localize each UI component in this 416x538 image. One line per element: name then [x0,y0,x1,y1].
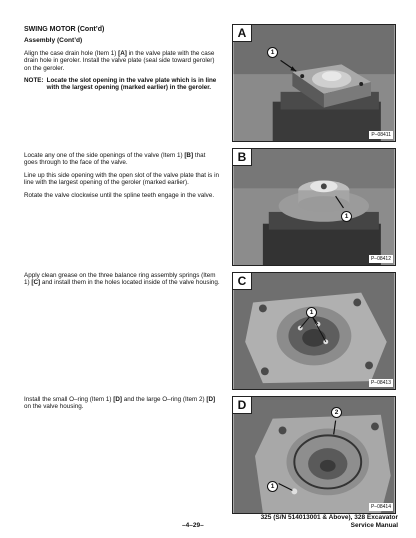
figure-ref: [B] [184,152,194,159]
photo-b [232,148,396,266]
photo-c [232,272,396,390]
section-title: SWING MOTOR (Cont’d) [24,26,105,33]
text-block-a [24,26,220,92]
motor-photo-b [233,149,395,265]
photo-code: P–08414 [370,504,391,510]
text: in the valve plate with the case drain hole in geroler. Install the valve plate (seal side toward geroler) on the geroler. [24,49,215,72]
photo-d [232,396,396,514]
photo-letter: D [233,397,252,414]
photo-code: P–08412 [370,256,391,262]
callout-2: 2 [331,407,342,418]
paragraph-d1 [24,396,220,411]
valve-housing-photo-d [233,397,395,513]
note-text: Locate the slot opening in the valve plate which is in line with the largest opening (marked earlier) in the geroler. [46,77,217,92]
footer-model [261,514,398,529]
photo-letter: C [233,273,252,290]
photo-letter: B [233,149,252,166]
text: on the valve housing. [24,403,84,411]
text: Locate any one of the side openings of the valve (Item 1) [24,152,185,159]
text: Apply clean grease on the three balance ring assembly springs (Item 1) [24,272,216,287]
text: and install them in the holes located inside of the valve housing. [40,279,220,287]
paragraph-c1 [24,272,220,287]
page-number: –4–29– [182,522,204,529]
footer-model-line2: Service Manual [350,521,398,529]
text: Align the case drain hole (Item 1) [24,49,119,57]
text: Install the small O–ring (Item 1) [24,396,114,403]
figure-ref: [A] [118,49,127,57]
paragraph-a [24,50,220,72]
text: that goes through to the face of the valve. [24,152,206,167]
figure-ref: [C] [31,279,41,287]
photo-code: P–08411 [371,132,391,138]
text-block-d [24,396,220,416]
paragraph-b2: Line up this side opening with the open slot of the valve plate that is in line with the largest opening of the geroler (marked earlier). [24,171,219,187]
callout-1: 1 [341,211,352,222]
text-block-c [24,272,220,292]
callout-1: 1 [306,307,317,318]
callout-1: 1 [267,47,278,58]
paragraph-b1 [24,152,220,167]
valve-housing-photo-c [233,273,395,389]
subsection-title: Assembly (Cont’d) [24,37,83,45]
photo-letter: A [233,25,252,42]
photo-a [232,24,396,142]
photo-code: P–08413 [370,380,391,386]
paragraph-b3: Rotate the valve clockwise until the spline teeth engage in the valve. [24,191,215,199]
figure-ref: [D] [206,396,216,403]
footer-model-line1: 325 (S/N 514013001 & Above), 328 Excavator [260,514,398,521]
callout-1: 1 [267,481,278,492]
note-label: NOTE: [24,77,44,85]
figure-ref: [D] [113,396,122,403]
text-block-b [24,152,220,204]
motor-photo-a [233,25,395,141]
text: and the large O–ring (Item 2) [122,396,207,403]
note [24,77,220,92]
